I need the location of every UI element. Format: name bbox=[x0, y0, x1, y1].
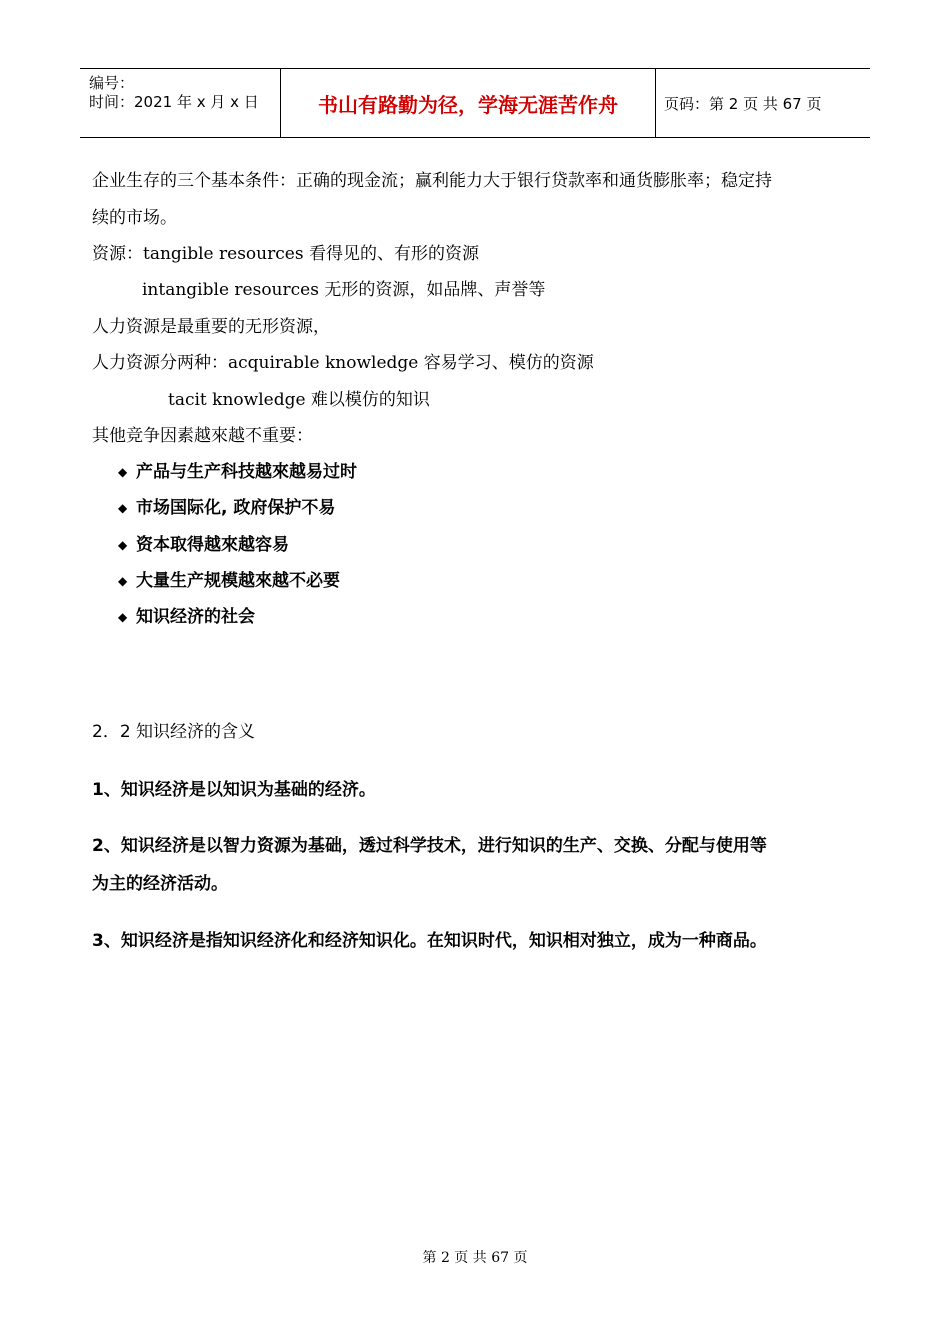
point-3: 3、知识经济是指知识经济化和经济知识化。在知识时代，知识相对独立，成为一种商品。 bbox=[92, 931, 767, 951]
point-2-line-1: 2、知识经济是以智力资源为基础，透过科学技术，进行知识的生产、交换、分配与使用等 bbox=[92, 836, 767, 856]
bullet-item bbox=[118, 606, 255, 628]
paragraph-human-resources: 人力资源是最重要的无形资源， bbox=[92, 317, 330, 337]
paragraph-survival-2: 续的市场。 bbox=[92, 208, 177, 228]
section-title: 2．2 知识经济的含义 bbox=[92, 722, 256, 742]
diamond-bullet-icon: ◆ bbox=[118, 501, 128, 515]
header-left-cell bbox=[80, 69, 280, 137]
paragraph-competition: 其他竞争因素越來越不重要： bbox=[92, 426, 313, 446]
bullet-text: 知识经济的社会 bbox=[136, 607, 255, 627]
page-info: 页码：第 2 页 共 67 页 bbox=[664, 95, 822, 113]
bullet-text: 产品与生产科技越來越易过时 bbox=[136, 462, 357, 482]
bullet-text: 资本取得越來越容易 bbox=[136, 535, 289, 555]
paragraph-resources: 资源：tangible resources 看得见的、有形的资源 bbox=[92, 244, 479, 264]
bullet-text: 市场国际化, 政府保护不易 bbox=[136, 498, 336, 518]
bullet-text: 大量生产规模越來越不必要 bbox=[136, 571, 340, 591]
paragraph-survival-1: 企业生存的三个基本条件：正确的现金流；赢利能力大于银行贷款率和通货膨胀率；稳定持 bbox=[92, 171, 772, 191]
header-mid-cell bbox=[280, 69, 656, 137]
page-footer: 第 2 页 共 67 页 bbox=[422, 1250, 528, 1266]
number-label: 编号： bbox=[89, 74, 135, 92]
date-label: 时间：2021 年 x 月 x 日 bbox=[89, 93, 259, 111]
bullet-item bbox=[118, 461, 357, 483]
bullet-item bbox=[118, 570, 340, 592]
bullet-item bbox=[118, 534, 289, 556]
diamond-bullet-icon: ◆ bbox=[118, 610, 128, 624]
paragraph-tacit: tacit knowledge 难以模仿的知识 bbox=[168, 390, 430, 410]
motto: 书山有路勤为径，学海无涯苦作舟 bbox=[318, 93, 618, 117]
diamond-bullet-icon: ◆ bbox=[118, 465, 128, 479]
header-right-cell bbox=[655, 69, 870, 137]
bullet-item bbox=[118, 497, 335, 519]
diamond-bullet-icon: ◆ bbox=[118, 574, 128, 588]
paragraph-intangible: intangible resources 无形的资源，如品牌、声誉等 bbox=[142, 280, 546, 300]
point-1: 1、知识经济是以知识为基础的经济。 bbox=[92, 780, 376, 800]
page-header bbox=[80, 68, 870, 138]
paragraph-hr-types: 人力资源分两种：acquirable knowledge 容易学习、模仿的资源 bbox=[92, 353, 594, 373]
diamond-bullet-icon: ◆ bbox=[118, 538, 128, 552]
point-2-line-2: 为主的经济活动。 bbox=[92, 874, 228, 894]
